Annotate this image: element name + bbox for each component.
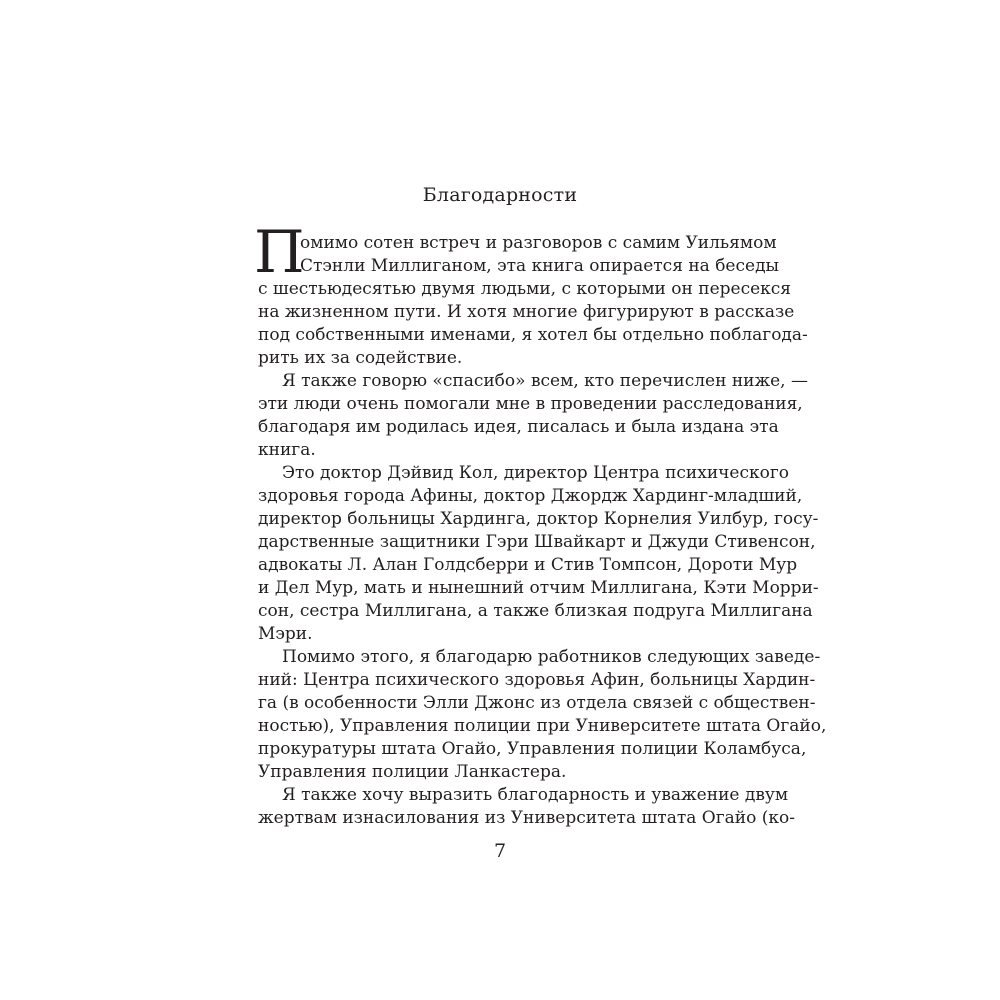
text-line: Это доктор Дэйвид Кол, директор Центра психического — [282, 463, 790, 483]
text-line: на жизненном пути. И хотя многие фигурируют в рассказе — [258, 302, 795, 322]
text-line: жертвам изнасилования из Университета штата Огайо (ко- — [258, 808, 795, 828]
text-line: Помимо этого, я благодарю работников следующих заведе- — [282, 647, 821, 667]
text-line: ностью), Управления полиции при Университете штата Огайо, — [258, 716, 827, 736]
text-line: эти люди очень помогали мне в проведении расследования, — [258, 394, 803, 414]
text-line: Мэри. — [258, 624, 313, 644]
chapter-title: Благодарности — [422, 184, 578, 206]
text-line: благодаря им родилась идея, писалась и была издана эта — [258, 417, 779, 437]
text-line: под собственными именами, я хотел бы отдельно поблагода- — [258, 325, 808, 345]
text-line: ний: Центра психического здоровья Афин, больницы Хардин- — [258, 670, 816, 690]
text-line: здоровья города Афины, доктор Джордж Хардинг-младший, — [258, 486, 803, 506]
page-number: 7 — [493, 840, 507, 862]
text-line: с шестьюдесятью двумя людьми, с которыми он пересекся — [258, 279, 792, 299]
text-line: сон, сестра Миллигана, а также близкая подруга Миллигана — [258, 601, 813, 621]
text-line: Я также хочу выразить благодарность и уважение двум — [282, 785, 789, 805]
text-line: адвокаты Л. Алан Голдсберри и Стив Томпсон, Дороти Мур — [258, 555, 798, 575]
drop-cap: П — [254, 218, 304, 286]
text-line: директор больницы Хардинга, доктор Корнелия Уилбур, госу- — [258, 509, 819, 529]
text-line: омимо сотен встреч и разговоров с самим Уильямом — [300, 233, 777, 253]
text-line: прокуратуры штата Огайо, Управления полиции Коламбуса, — [258, 739, 807, 759]
text-line: Я также говорю «спасибо» всем, кто перечислен ниже, — — [282, 371, 808, 391]
text-line: Управления полиции Ланкастера. — [258, 762, 567, 782]
text-line: Стэнли Миллиганом, эта книга опирается на беседы — [300, 256, 780, 276]
text-line: книга. — [258, 440, 316, 460]
text-line: и Дел Мур, мать и нынешний отчим Миллигана, Кэти Морри- — [258, 578, 819, 598]
text-line: га (в особенности Элли Джонс из отдела связей с обществен- — [258, 693, 816, 713]
text-line: дарственные защитники Гэри Швайкарт и Джуди Стивенсон, — [258, 532, 816, 552]
text-line: рить их за содействие. — [258, 348, 463, 368]
